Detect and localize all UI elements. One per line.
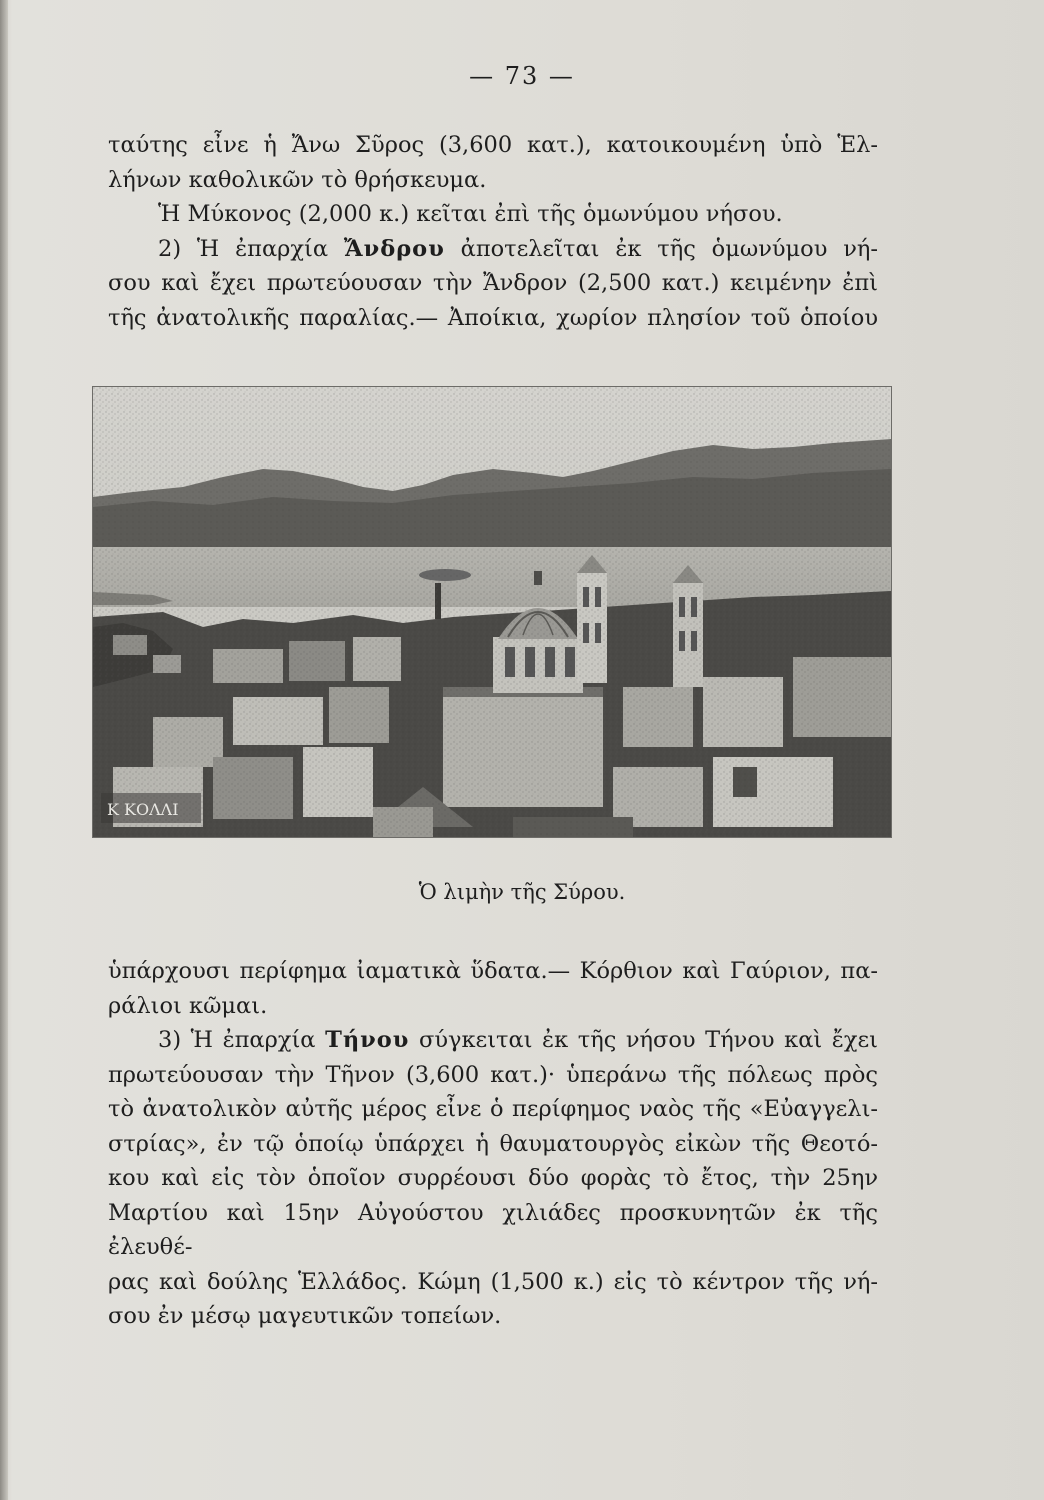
harbor-photo-illustration xyxy=(93,387,891,837)
paragraph-line: σου ἐν μέσῳ μαγευτικῶν τοπείων. xyxy=(108,1303,502,1329)
paragraph-line: τὸ ἀνατολικὸν αὐτῆς μέρος εἶνε ὁ περίφημος ναὸς τῆς «Εὐαγγελι- xyxy=(108,1096,878,1122)
page-spine-shadow xyxy=(0,0,8,1500)
paragraph-prefix: 2) Ἡ ἐπαρχία xyxy=(158,235,344,262)
page-number: — 73 — xyxy=(469,62,575,90)
paragraph-line: Ἡ Μύκονος (2,000 κ.) κεῖται ἐπὶ τῆς ὁμωνύμου νήσου. xyxy=(158,201,783,227)
paragraph-line xyxy=(108,1023,878,1058)
photo-caption-text: Ὁ λιμὴν τῆς Σύρου. xyxy=(418,880,626,904)
paragraph-line: ρας καὶ δούλης Ἑλλάδος. Κώμη (1,500 κ.) εἰς τὸ κέντρον τῆς νή- xyxy=(108,1268,878,1295)
paragraph-line-text: σύγκειται ἐκ τῆς νήσου Τήνου καὶ ἔχει xyxy=(409,1027,878,1053)
photo-inscription: Κ ΚΟΛΛΙ xyxy=(107,800,179,819)
paragraph-line-text: ἀποτελεῖται ἐκ τῆς ὁμωνύμου νή- xyxy=(444,235,878,262)
paragraph-line xyxy=(108,232,878,267)
paragraph-line: ταύτης εἶνε ἡ Ἄνω Σῦρος (3,600 κατ.), κατοικουμένη ὑπὸ Ἑλ- xyxy=(108,132,878,158)
paragraph-prefix: 3) Ἡ ἐπαρχία xyxy=(158,1027,326,1053)
text-block-top xyxy=(108,128,878,335)
paragraph-line: ὑπάρχουσι περίφημα ἰαματικὰ ὕδατα.— Κόρθιον καὶ Γαύριον, πα- xyxy=(108,958,878,984)
paragraph-line: λήνων καθολικῶν τὸ θρήσκευμα. xyxy=(108,166,487,193)
text-block-bottom xyxy=(108,954,878,1334)
paragraph-line: τῆς ἀνατολικῆς παραλίας.— Ἀποίκια, χωρίον πλησίον τοῦ ὁποίου xyxy=(108,304,878,331)
paragraph-line: πρωτεύουσαν τὴν Τῆνον (3,600 κατ.)· ὑπεράνω τῆς πόλεως πρὸς xyxy=(108,1061,878,1088)
paragraph-line: Μαρτίου καὶ 15ην Αὐγούστου χιλιάδες προσκυνητῶν ἐκ τῆς ἐλευθέ- xyxy=(108,1199,878,1260)
paragraph-line: κου καὶ εἰς τὸν ὁποῖον συρρέουσι δύο φορὰς τὸ ἔτος, τὴν 25ην xyxy=(108,1165,878,1191)
paragraph-line: στρίας», ἐν τῷ ὁποίῳ ὑπάρχει ἡ θαυματουργὸς εἰκὼν τῆς Θεοτό- xyxy=(108,1130,878,1157)
paragraph-line: ράλιοι κῶμαι. xyxy=(108,992,268,1019)
harbor-photograph xyxy=(92,386,892,838)
province-name-andros: Ἄνδρου xyxy=(343,235,445,262)
photo-caption xyxy=(0,880,1044,904)
paragraph-line: σου καὶ ἔχει πρωτεύουσαν τὴν Ἄνδρον (2,500 κατ.) κειμένην ἐπὶ xyxy=(108,270,878,296)
province-name-tinos: Τήνου xyxy=(325,1027,410,1053)
